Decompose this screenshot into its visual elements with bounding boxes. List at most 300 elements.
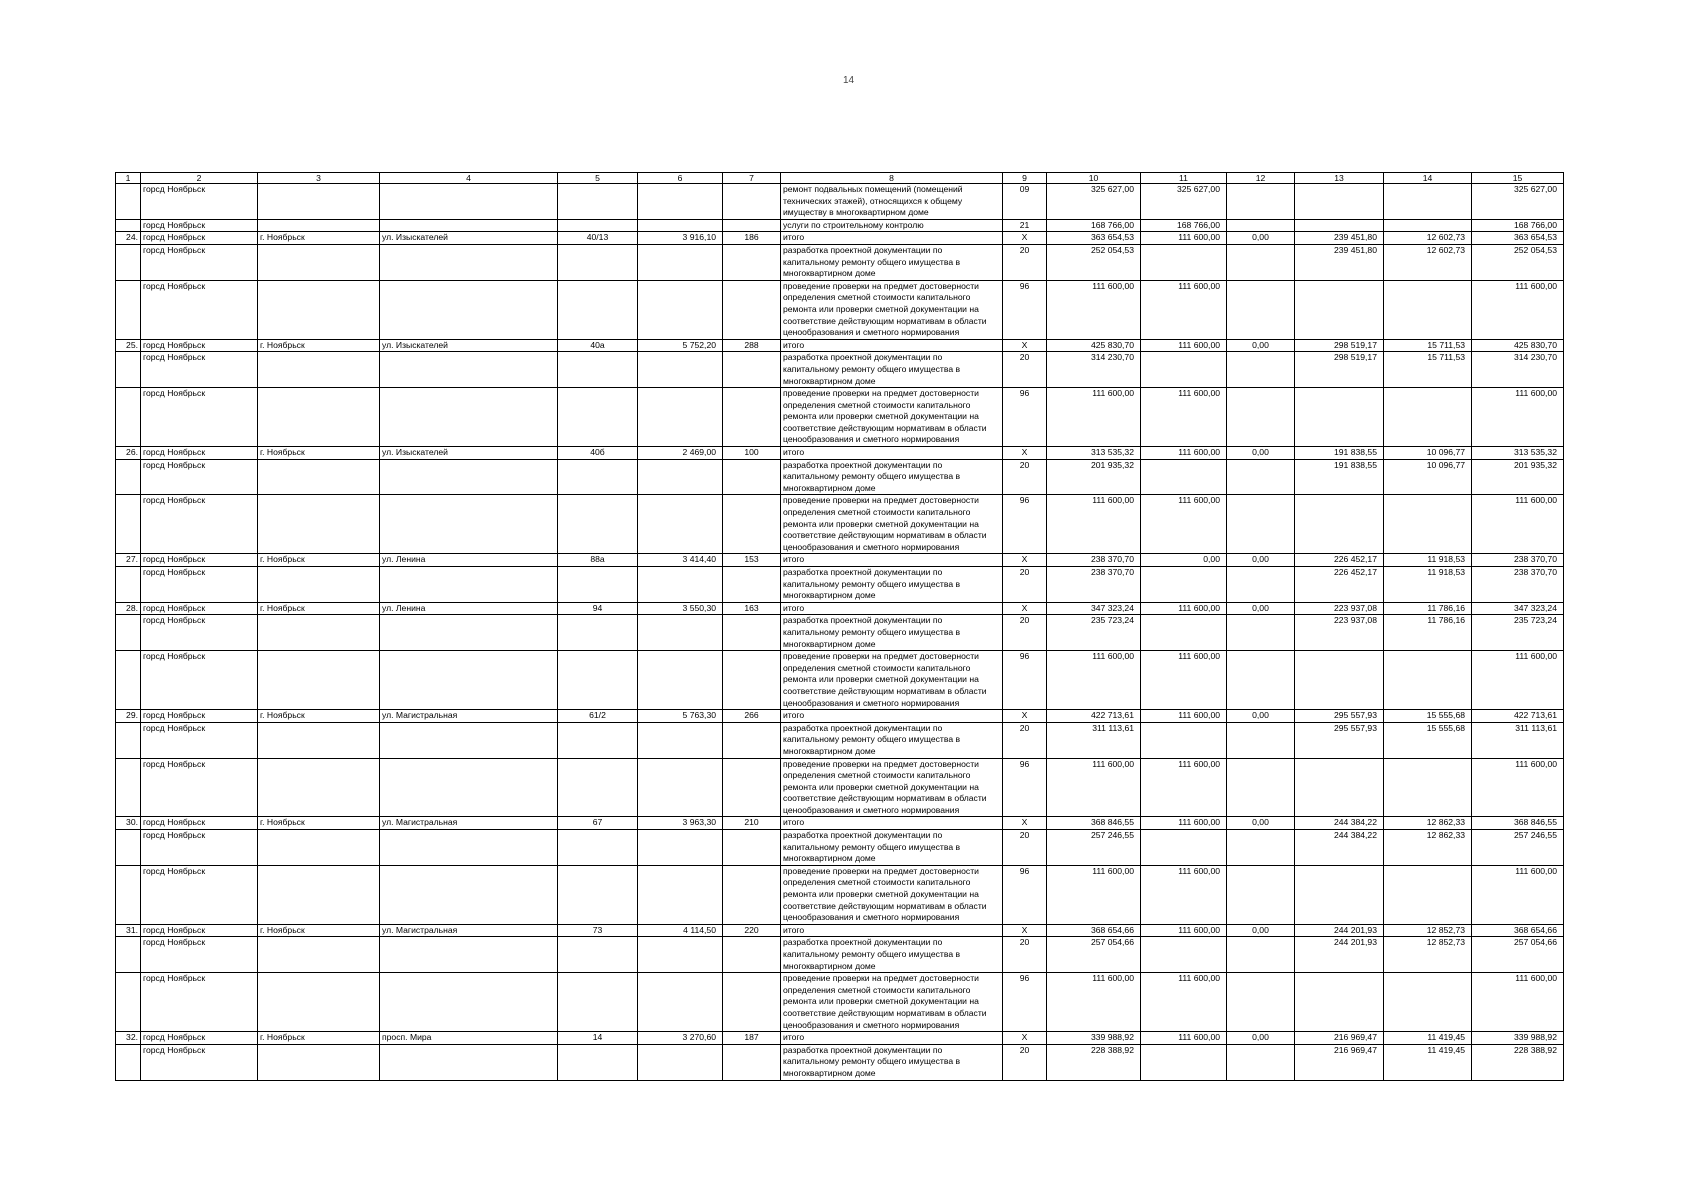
- cell-col-10: 168 766,00: [1047, 219, 1141, 232]
- cell-col-2: горсд Ноябрьск: [141, 567, 258, 603]
- cell-col-2: горсд Ноябрьск: [141, 830, 258, 866]
- cell-col-14: 11 419,45: [1384, 1044, 1472, 1080]
- cell-col-13: [1295, 184, 1384, 220]
- cell-col-9: X: [1003, 232, 1047, 245]
- cell-col-3: [258, 865, 380, 924]
- cell-col-11: 111 600,00: [1141, 924, 1227, 937]
- cell-col-3: [258, 495, 380, 554]
- cell-col-8: проведение проверки на предмет достоверности определения сметной стоимости капитального ремонта или проверки сметной документации на соответствие действующим нормативам в области ценообразования и сметного нормирования: [781, 651, 1003, 710]
- cell-col-8: разработка проектной документации по капитальному ремонту общего имущества в многоквартирном доме: [781, 615, 1003, 651]
- cell-col-10: 111 600,00: [1047, 758, 1141, 817]
- cell-col-4: ул. Изыскателей: [380, 339, 558, 352]
- cell-col-15: 252 054,53: [1472, 244, 1564, 280]
- cell-col-14: 15 555,68: [1384, 710, 1472, 723]
- cell-col-9: 20: [1003, 1044, 1047, 1080]
- cell-col-9: 20: [1003, 722, 1047, 758]
- cell-col-13: 226 452,17: [1295, 554, 1384, 567]
- cell-col-7: [723, 244, 781, 280]
- cell-col-15: 363 654,53: [1472, 232, 1564, 245]
- cell-col-1: [116, 280, 141, 339]
- cell-col-5: [558, 388, 638, 447]
- cell-col-8: разработка проектной документации по капитальному ремонту общего имущества в многоквартирном доме: [781, 244, 1003, 280]
- cell-col-13: [1295, 388, 1384, 447]
- cell-col-14: 11 918,53: [1384, 554, 1472, 567]
- cell-col-14: 12 852,73: [1384, 937, 1472, 973]
- cell-col-11: [1141, 244, 1227, 280]
- cell-col-11: 325 627,00: [1141, 184, 1227, 220]
- cell-col-5: [558, 615, 638, 651]
- column-number-9: 9: [1003, 173, 1047, 184]
- cell-col-14: 11 918,53: [1384, 567, 1472, 603]
- column-number-6: 6: [638, 173, 723, 184]
- cell-col-8: итого: [781, 554, 1003, 567]
- cell-col-15: 111 600,00: [1472, 865, 1564, 924]
- cell-col-2: горсд Ноябрьск: [141, 352, 258, 388]
- table-row: [116, 602, 1564, 615]
- cell-col-10: 235 723,24: [1047, 615, 1141, 651]
- cell-col-2: горсд Ноябрьск: [141, 817, 258, 830]
- cell-col-4: [380, 937, 558, 973]
- cell-col-6: [638, 1044, 723, 1080]
- column-number-15: 15: [1472, 173, 1564, 184]
- cell-col-15: 368 846,55: [1472, 817, 1564, 830]
- cell-col-8: итого: [781, 1032, 1003, 1045]
- cell-col-13: 226 452,17: [1295, 567, 1384, 603]
- cell-col-8: итого: [781, 447, 1003, 460]
- cell-col-11: [1141, 1044, 1227, 1080]
- cell-col-1: 32.: [116, 1032, 141, 1045]
- cell-col-10: 311 113,61: [1047, 722, 1141, 758]
- cell-col-2: горсд Ноябрьск: [141, 554, 258, 567]
- cell-col-2: горсд Ноябрьск: [141, 280, 258, 339]
- cell-col-13: 216 969,47: [1295, 1044, 1384, 1080]
- cell-col-7: [723, 615, 781, 651]
- cell-col-11: 111 600,00: [1141, 232, 1227, 245]
- cell-col-6: [638, 865, 723, 924]
- cell-col-12: [1227, 758, 1295, 817]
- cell-col-2: горсд Ноябрьск: [141, 865, 258, 924]
- cell-col-7: [723, 388, 781, 447]
- cell-col-14: 11 786,16: [1384, 602, 1472, 615]
- cell-col-14: [1384, 219, 1472, 232]
- cell-col-11: 111 600,00: [1141, 1032, 1227, 1045]
- cell-col-9: 09: [1003, 184, 1047, 220]
- cell-col-15: 111 600,00: [1472, 280, 1564, 339]
- cell-col-6: [638, 973, 723, 1032]
- cell-col-4: ул. Ленина: [380, 602, 558, 615]
- table-row: [116, 722, 1564, 758]
- cell-col-15: 314 230,70: [1472, 352, 1564, 388]
- cell-col-13: 223 937,08: [1295, 615, 1384, 651]
- cell-col-11: 111 600,00: [1141, 651, 1227, 710]
- column-number-12: 12: [1227, 173, 1295, 184]
- cell-col-11: 111 600,00: [1141, 710, 1227, 723]
- cell-col-1: [116, 244, 141, 280]
- cell-col-10: 228 388,92: [1047, 1044, 1141, 1080]
- cell-col-8: разработка проектной документации по капитальному ремонту общего имущества в многоквартирном доме: [781, 722, 1003, 758]
- cell-col-9: 20: [1003, 567, 1047, 603]
- cell-col-2: горсд Ноябрьск: [141, 651, 258, 710]
- table-row: [116, 567, 1564, 603]
- cell-col-8: разработка проектной документации по капитальному ремонту общего имущества в многоквартирном доме: [781, 830, 1003, 866]
- cell-col-4: [380, 244, 558, 280]
- cell-col-12: 0,00: [1227, 554, 1295, 567]
- cell-col-9: 96: [1003, 973, 1047, 1032]
- cell-col-3: г. Ноябрьск: [258, 447, 380, 460]
- cell-col-2: горсд Ноябрьск: [141, 388, 258, 447]
- cell-col-15: 339 988,92: [1472, 1032, 1564, 1045]
- cell-col-4: [380, 615, 558, 651]
- cell-col-4: ул. Изыскателей: [380, 447, 558, 460]
- cell-col-9: 96: [1003, 758, 1047, 817]
- cell-col-3: г. Ноябрьск: [258, 232, 380, 245]
- cell-col-13: 244 201,93: [1295, 937, 1384, 973]
- cell-col-8: проведение проверки на предмет достоверности определения сметной стоимости капитального ремонта или проверки сметной документации на соответствие действующим нормативам в области ценообразования и сметного нормирования: [781, 280, 1003, 339]
- cell-col-6: 3 963,30: [638, 817, 723, 830]
- cell-col-8: итого: [781, 339, 1003, 352]
- cell-col-6: [638, 459, 723, 495]
- table-row: [116, 651, 1564, 710]
- column-number-5: 5: [558, 173, 638, 184]
- cell-col-14: 12 862,33: [1384, 817, 1472, 830]
- cell-col-1: [116, 615, 141, 651]
- cell-col-11: [1141, 567, 1227, 603]
- table-row: [116, 447, 1564, 460]
- cell-col-6: 5 763,30: [638, 710, 723, 723]
- cell-col-13: 239 451,80: [1295, 244, 1384, 280]
- cell-col-15: 238 370,70: [1472, 567, 1564, 603]
- cell-col-12: [1227, 865, 1295, 924]
- cell-col-10: 201 935,32: [1047, 459, 1141, 495]
- column-number-3: 3: [258, 173, 380, 184]
- cell-col-9: 20: [1003, 937, 1047, 973]
- cell-col-5: [558, 722, 638, 758]
- cell-col-8: ремонт подвальных помещений (помещений технических этажей), относящихся к общему имуществу в многоквартирном доме: [781, 184, 1003, 220]
- cell-col-1: 25.: [116, 339, 141, 352]
- cell-col-4: [380, 388, 558, 447]
- cell-col-7: 163: [723, 602, 781, 615]
- cell-col-1: [116, 722, 141, 758]
- cell-col-9: X: [1003, 554, 1047, 567]
- cell-col-4: [380, 651, 558, 710]
- cell-col-13: 295 557,93: [1295, 710, 1384, 723]
- cell-col-6: [638, 937, 723, 973]
- cell-col-2: горсд Ноябрьск: [141, 1044, 258, 1080]
- cell-col-9: X: [1003, 817, 1047, 830]
- cell-col-1: [116, 388, 141, 447]
- cell-col-4: ул. Магистральная: [380, 924, 558, 937]
- cell-col-15: 347 323,24: [1472, 602, 1564, 615]
- cell-col-10: 257 054,66: [1047, 937, 1141, 973]
- cell-col-14: 10 096,77: [1384, 459, 1472, 495]
- column-number-7: 7: [723, 173, 781, 184]
- cell-col-6: [638, 758, 723, 817]
- cell-col-12: 0,00: [1227, 232, 1295, 245]
- cell-col-11: 111 600,00: [1141, 388, 1227, 447]
- cell-col-4: [380, 184, 558, 220]
- cell-col-2: горсд Ноябрьск: [141, 244, 258, 280]
- cell-col-3: [258, 973, 380, 1032]
- cell-col-1: [116, 352, 141, 388]
- cell-col-5: [558, 937, 638, 973]
- cell-col-11: 168 766,00: [1141, 219, 1227, 232]
- cell-col-5: 14: [558, 1032, 638, 1045]
- cell-col-11: 111 600,00: [1141, 495, 1227, 554]
- cell-col-5: 88а: [558, 554, 638, 567]
- cell-col-13: 244 384,22: [1295, 830, 1384, 866]
- cell-col-10: 111 600,00: [1047, 280, 1141, 339]
- cell-col-1: [116, 865, 141, 924]
- cell-col-12: 0,00: [1227, 447, 1295, 460]
- cell-col-11: 111 600,00: [1141, 339, 1227, 352]
- cell-col-6: [638, 280, 723, 339]
- table-row: [116, 554, 1564, 567]
- cell-col-10: 313 535,32: [1047, 447, 1141, 460]
- cell-col-9: 20: [1003, 459, 1047, 495]
- cell-col-2: горсд Ноябрьск: [141, 722, 258, 758]
- cell-col-10: 111 600,00: [1047, 495, 1141, 554]
- cell-col-11: [1141, 830, 1227, 866]
- cell-col-7: [723, 495, 781, 554]
- cell-col-11: 111 600,00: [1141, 865, 1227, 924]
- cell-col-3: [258, 651, 380, 710]
- column-number-13: 13: [1295, 173, 1384, 184]
- cell-col-15: 111 600,00: [1472, 758, 1564, 817]
- table-row: [116, 232, 1564, 245]
- cell-col-4: [380, 1044, 558, 1080]
- cell-col-15: 111 600,00: [1472, 495, 1564, 554]
- cell-col-7: [723, 567, 781, 603]
- cell-col-7: 186: [723, 232, 781, 245]
- cell-col-7: 187: [723, 1032, 781, 1045]
- cell-col-6: 3 414,40: [638, 554, 723, 567]
- cell-col-1: 26.: [116, 447, 141, 460]
- cell-col-3: [258, 352, 380, 388]
- cell-col-8: проведение проверки на предмет достоверности определения сметной стоимости капитального ремонта или проверки сметной документации на соответствие действующим нормативам в области ценообразования и сметного нормирования: [781, 865, 1003, 924]
- cell-col-1: [116, 830, 141, 866]
- cell-col-10: 347 323,24: [1047, 602, 1141, 615]
- cell-col-1: 28.: [116, 602, 141, 615]
- cell-col-3: г. Ноябрьск: [258, 710, 380, 723]
- cell-col-4: [380, 830, 558, 866]
- cell-col-6: 3 550,30: [638, 602, 723, 615]
- cell-col-6: [638, 495, 723, 554]
- cell-col-4: ул. Магистральная: [380, 710, 558, 723]
- cell-col-12: [1227, 1044, 1295, 1080]
- page-number: 14: [842, 75, 855, 86]
- cell-col-6: 2 469,00: [638, 447, 723, 460]
- cell-col-10: 425 830,70: [1047, 339, 1141, 352]
- cell-col-1: [116, 937, 141, 973]
- cell-col-7: [723, 758, 781, 817]
- table-row: [116, 973, 1564, 1032]
- cell-col-9: 96: [1003, 651, 1047, 710]
- cell-col-9: 20: [1003, 352, 1047, 388]
- table-row: [116, 830, 1564, 866]
- cell-col-5: 40а: [558, 339, 638, 352]
- cell-col-15: 257 246,55: [1472, 830, 1564, 866]
- cell-col-2: горсд Ноябрьск: [141, 232, 258, 245]
- cell-col-8: итого: [781, 602, 1003, 615]
- cell-col-14: [1384, 865, 1472, 924]
- cell-col-13: 295 557,93: [1295, 722, 1384, 758]
- cell-col-7: [723, 459, 781, 495]
- cell-col-12: [1227, 615, 1295, 651]
- cell-col-15: 228 388,92: [1472, 1044, 1564, 1080]
- cell-col-5: [558, 973, 638, 1032]
- cell-col-1: [116, 973, 141, 1032]
- table-body: [116, 184, 1564, 1081]
- cell-col-14: 11 419,45: [1384, 1032, 1472, 1045]
- cell-col-5: [558, 495, 638, 554]
- cell-col-8: разработка проектной документации по капитальному ремонту общего имущества в многоквартирном доме: [781, 567, 1003, 603]
- cell-col-6: 3 916,10: [638, 232, 723, 245]
- cell-col-2: горсд Ноябрьск: [141, 937, 258, 973]
- cell-col-10: 363 654,53: [1047, 232, 1141, 245]
- cell-col-10: 111 600,00: [1047, 973, 1141, 1032]
- cell-col-15: 425 830,70: [1472, 339, 1564, 352]
- cell-col-3: г. Ноябрьск: [258, 1032, 380, 1045]
- cell-col-6: [638, 352, 723, 388]
- table-row: [116, 924, 1564, 937]
- cell-col-3: [258, 184, 380, 220]
- cell-col-11: 111 600,00: [1141, 447, 1227, 460]
- cell-col-4: [380, 973, 558, 1032]
- cell-col-4: [380, 865, 558, 924]
- cell-col-15: 422 713,61: [1472, 710, 1564, 723]
- cell-col-5: 40/13: [558, 232, 638, 245]
- cell-col-15: 111 600,00: [1472, 973, 1564, 1032]
- cell-col-10: 422 713,61: [1047, 710, 1141, 723]
- cell-col-7: [723, 973, 781, 1032]
- cell-col-9: 96: [1003, 495, 1047, 554]
- cell-col-2: горсд Ноябрьск: [141, 615, 258, 651]
- cell-col-13: 244 201,93: [1295, 924, 1384, 937]
- cell-col-2: горсд Ноябрьск: [141, 219, 258, 232]
- cell-col-13: [1295, 865, 1384, 924]
- cell-col-3: г. Ноябрьск: [258, 554, 380, 567]
- cell-col-10: 257 246,55: [1047, 830, 1141, 866]
- cell-col-3: [258, 388, 380, 447]
- table-row: [116, 459, 1564, 495]
- cell-col-12: 0,00: [1227, 1032, 1295, 1045]
- column-number-2: 2: [141, 173, 258, 184]
- cell-col-14: 12 852,73: [1384, 924, 1472, 937]
- cell-col-9: X: [1003, 447, 1047, 460]
- table-row: [116, 388, 1564, 447]
- cell-col-8: проведение проверки на предмет достоверности определения сметной стоимости капитального ремонта или проверки сметной документации на соответствие действующим нормативам в области ценообразования и сметного нормирования: [781, 495, 1003, 554]
- cell-col-2: горсд Ноябрьск: [141, 459, 258, 495]
- cell-col-5: 67: [558, 817, 638, 830]
- cell-col-3: [258, 280, 380, 339]
- cell-col-12: [1227, 937, 1295, 973]
- cell-col-12: [1227, 567, 1295, 603]
- cell-col-9: 96: [1003, 388, 1047, 447]
- cell-col-14: 12 602,73: [1384, 232, 1472, 245]
- column-number-14: 14: [1384, 173, 1472, 184]
- cell-col-4: [380, 758, 558, 817]
- cell-col-7: [723, 1044, 781, 1080]
- cell-col-10: 238 370,70: [1047, 567, 1141, 603]
- cell-col-7: [723, 219, 781, 232]
- cell-col-11: 111 600,00: [1141, 758, 1227, 817]
- column-number-4: 4: [380, 173, 558, 184]
- capital-repair-table: [115, 172, 1564, 1081]
- cell-col-14: [1384, 758, 1472, 817]
- cell-col-3: [258, 758, 380, 817]
- cell-col-10: 252 054,53: [1047, 244, 1141, 280]
- cell-col-7: [723, 651, 781, 710]
- cell-col-3: г. Ноябрьск: [258, 339, 380, 352]
- cell-col-2: горсд Ноябрьск: [141, 447, 258, 460]
- cell-col-9: X: [1003, 1032, 1047, 1045]
- cell-col-10: 368 846,55: [1047, 817, 1141, 830]
- cell-col-7: 220: [723, 924, 781, 937]
- cell-col-4: [380, 495, 558, 554]
- cell-col-14: 12 602,73: [1384, 244, 1472, 280]
- cell-col-3: [258, 219, 380, 232]
- cell-col-13: 216 969,47: [1295, 1032, 1384, 1045]
- cell-col-3: [258, 722, 380, 758]
- cell-col-7: 288: [723, 339, 781, 352]
- cell-col-14: [1384, 280, 1472, 339]
- cell-col-2: горсд Ноябрьск: [141, 602, 258, 615]
- cell-col-3: г. Ноябрьск: [258, 817, 380, 830]
- cell-col-10: 325 627,00: [1047, 184, 1141, 220]
- cell-col-8: итого: [781, 232, 1003, 245]
- cell-col-4: [380, 352, 558, 388]
- cell-col-13: 191 838,55: [1295, 447, 1384, 460]
- table-row: [116, 244, 1564, 280]
- cell-col-9: 20: [1003, 244, 1047, 280]
- cell-col-12: [1227, 830, 1295, 866]
- cell-col-14: 10 096,77: [1384, 447, 1472, 460]
- cell-col-3: [258, 615, 380, 651]
- cell-col-10: 368 654,66: [1047, 924, 1141, 937]
- cell-col-14: 12 862,33: [1384, 830, 1472, 866]
- cell-col-6: [638, 184, 723, 220]
- cell-col-8: разработка проектной документации по капитальному ремонту общего имущества в многоквартирном доме: [781, 352, 1003, 388]
- cell-col-13: 298 519,17: [1295, 339, 1384, 352]
- cell-col-12: [1227, 184, 1295, 220]
- cell-col-9: X: [1003, 924, 1047, 937]
- table-row: [116, 710, 1564, 723]
- cell-col-12: [1227, 388, 1295, 447]
- cell-col-2: горсд Ноябрьск: [141, 758, 258, 817]
- cell-col-4: ул. Изыскателей: [380, 232, 558, 245]
- cell-col-1: [116, 1044, 141, 1080]
- cell-col-10: 111 600,00: [1047, 865, 1141, 924]
- cell-col-5: [558, 184, 638, 220]
- cell-col-12: [1227, 722, 1295, 758]
- cell-col-12: [1227, 459, 1295, 495]
- cell-col-11: [1141, 459, 1227, 495]
- cell-col-10: 111 600,00: [1047, 388, 1141, 447]
- cell-col-13: 239 451,80: [1295, 232, 1384, 245]
- cell-col-15: 201 935,32: [1472, 459, 1564, 495]
- cell-col-6: [638, 244, 723, 280]
- cell-col-12: 0,00: [1227, 602, 1295, 615]
- cell-col-2: горсд Ноябрьск: [141, 924, 258, 937]
- cell-col-13: 223 937,08: [1295, 602, 1384, 615]
- cell-col-6: 4 114,50: [638, 924, 723, 937]
- cell-col-3: [258, 567, 380, 603]
- cell-col-2: горсд Ноябрьск: [141, 1032, 258, 1045]
- cell-col-1: [116, 758, 141, 817]
- cell-col-13: [1295, 280, 1384, 339]
- cell-col-8: проведение проверки на предмет достоверности определения сметной стоимости капитального ремонта или проверки сметной документации на соответствие действующим нормативам в области ценообразования и сметного нормирования: [781, 388, 1003, 447]
- cell-col-5: [558, 459, 638, 495]
